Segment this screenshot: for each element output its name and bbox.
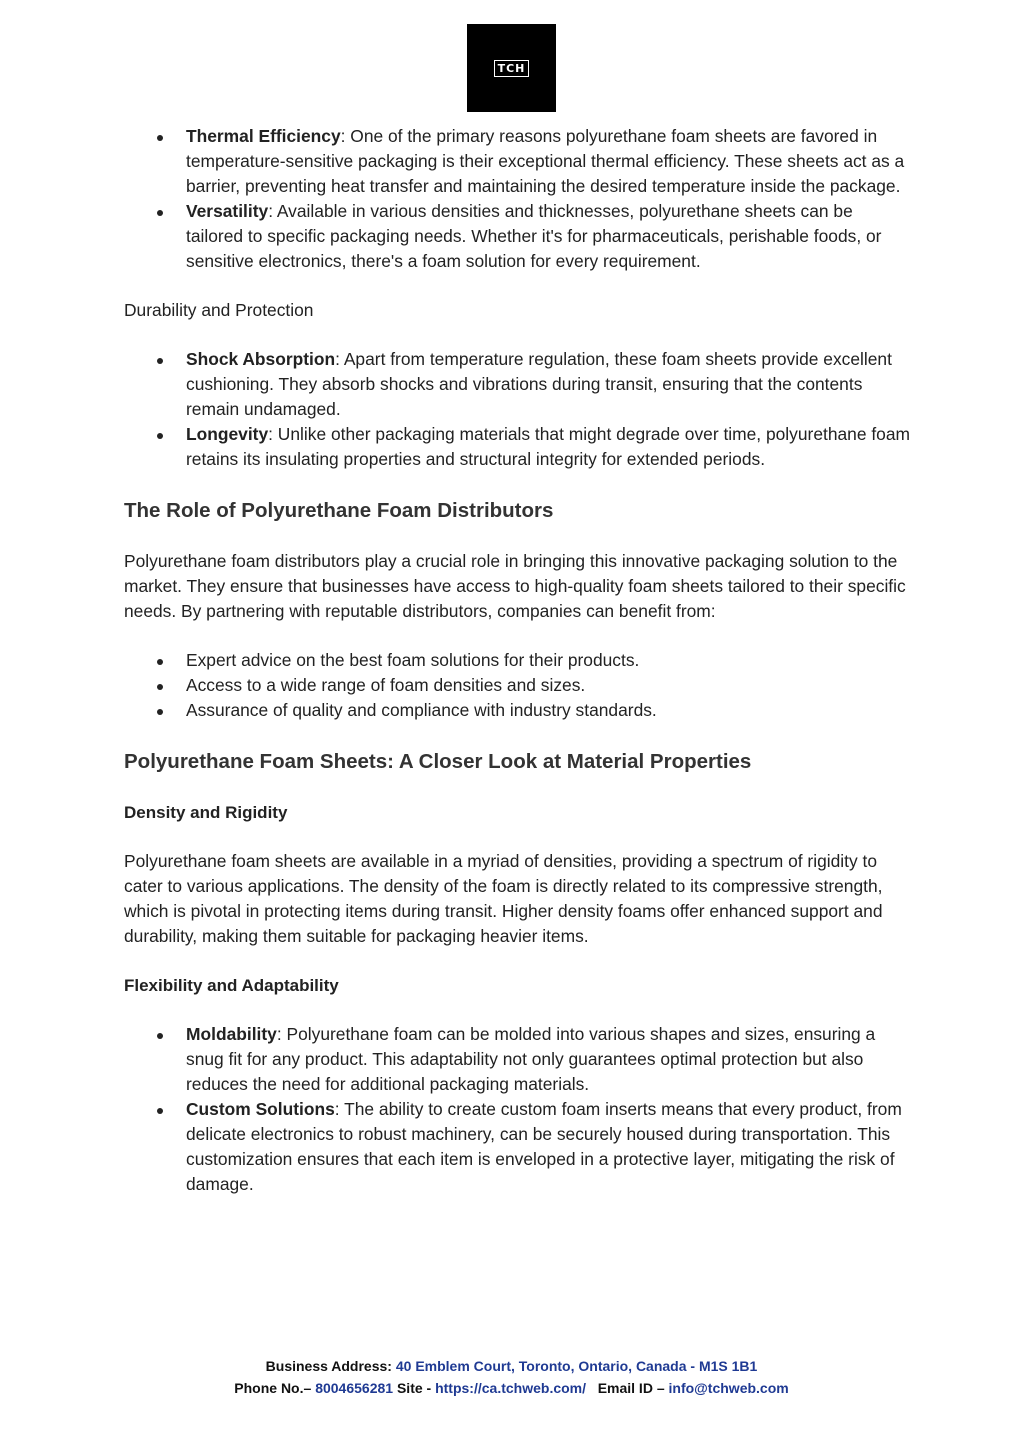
list-item-term: Thermal Efficiency <box>186 126 341 146</box>
site-label: Site - <box>393 1380 436 1396</box>
document-body <box>124 124 914 1197</box>
list-item <box>124 199 914 274</box>
list-item <box>124 347 914 422</box>
list-item: Assurance of quality and compliance with industry standards. <box>124 698 914 723</box>
list-item-text: : Unlike other packaging materials that might degrade over time, polyurethane foam retains its insulating properties and structural integrity for extended periods. <box>186 424 911 469</box>
density-paragraph: Polyurethane foam sheets are available in a myriad of densities, providing a spectrum of rigidity to cater to various applications. The density of the foam is directly related to its compressive strength, which is pivotal in protecting items during transit. Higher density foams offer enhanced support and durability, making them suitable for packaging heavier items. <box>124 851 883 946</box>
list-item-text: : Apart from temperature regulation, these foam sheets provide excellent cushioning. They absorb shocks and vibrations during transit, ensuring that the contents remain undamaged. <box>186 349 892 419</box>
phone-value: 8004656281 <box>315 1380 394 1396</box>
list-item-term: Versatility <box>186 201 269 221</box>
list-item-text: : One of the primary reasons polyurethane foam sheets are favored in temperature-sensitive packaging is their exceptional thermal efficiency. These sheets act as a barrier, preventing heat transfer and maintaining the desired temperature inside the package. <box>186 126 905 196</box>
list-item <box>124 124 914 199</box>
phone-separator: .– <box>299 1380 316 1396</box>
intro-list <box>124 124 914 274</box>
footer-address <box>0 1355 1023 1377</box>
flexibility-list <box>124 1022 914 1197</box>
durability-heading: Durability and Protection <box>124 300 314 320</box>
list-item: Expert advice on the best foam solutions for their products. <box>124 648 914 673</box>
list-item-term: Longevity <box>186 424 269 444</box>
logo-text: TCH <box>494 60 530 77</box>
density-heading: Density and Rigidity <box>124 803 288 822</box>
properties-heading: Polyurethane Foam Sheets: A Closer Look at Material Properties <box>124 750 752 773</box>
list-item: Access to a wide range of foam densities and sizes. <box>124 673 914 698</box>
distributors-paragraph: Polyurethane foam distributors play a crucial role in bringing this innovative packaging solution to the market. They ensure that businesses have access to high-quality foam sheets tailored to their specific needs. By partnering with reputable distributors, companies can benefit from: <box>124 551 906 621</box>
site-link[interactable]: https://ca.tchweb.com/ <box>435 1380 587 1396</box>
list-item-term: Shock Absorption <box>186 349 336 369</box>
footer-contact <box>0 1377 1023 1399</box>
email-label: Email ID – <box>597 1380 669 1396</box>
distributors-list <box>124 648 914 723</box>
list-item-text: : Polyurethane foam can be molded into various shapes and sizes, ensuring a snug fit for any product. This adaptability not only guarantees optimal protection but also reduces the need for additional packaging materials. <box>186 1024 876 1094</box>
phone-label: Phone No <box>234 1380 300 1396</box>
address-value: 40 Emblem Court, Toronto, Ontario, Canada - M1S 1B1 <box>395 1358 758 1374</box>
flexibility-heading: Flexibility and Adaptability <box>124 976 339 995</box>
address-label: Business Address: <box>265 1358 396 1374</box>
tch-logo <box>467 24 556 112</box>
list-item-text: : Available in various densities and thicknesses, polyurethane sheets can be tailored to specific packaging needs. Whether it's for pharmaceuticals, perishable foods, or sensitive electronics, there's a foam solution for every requirement. <box>186 201 882 271</box>
list-item-term: Moldability <box>186 1024 277 1044</box>
durability-list <box>124 347 914 472</box>
list-item-text: : The ability to create custom foam inserts means that every product, from delicate electronics to robust machinery, can be securely housed during transportation. This customization ensures that each item is enveloped in a protective layer, mitigating the risk of damage. <box>186 1099 902 1194</box>
email-link[interactable]: info@tchweb.com <box>668 1380 789 1396</box>
distributors-heading: The Role of Polyurethane Foam Distributors <box>124 499 554 522</box>
list-item-term: Custom Solutions <box>186 1099 335 1119</box>
list-item <box>124 1097 914 1197</box>
list-item <box>124 1022 914 1097</box>
list-item <box>124 422 914 472</box>
